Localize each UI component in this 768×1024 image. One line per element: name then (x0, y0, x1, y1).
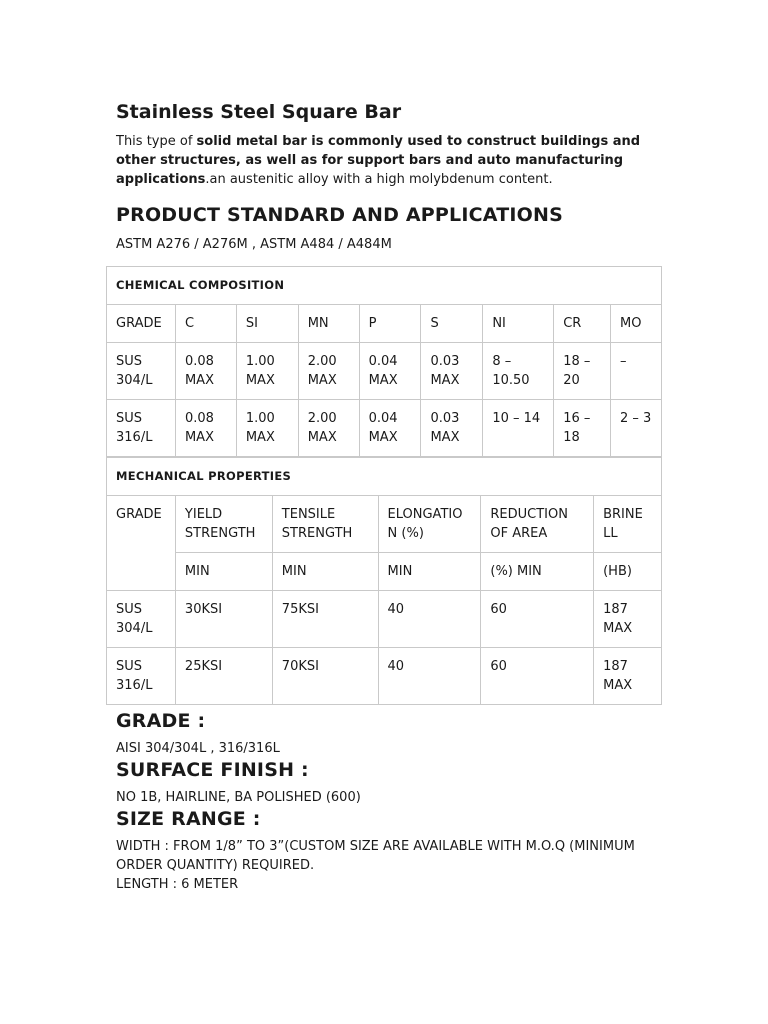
table-cell: 0.03 MAX (421, 343, 483, 400)
table-header-row (107, 305, 662, 343)
table-header-row (107, 496, 662, 553)
grade-text: AISI 304/304L , 316/316L (116, 741, 280, 756)
table-cell: 30KSI (175, 591, 272, 648)
table-cell: 18 – 20 (554, 343, 611, 400)
table-cell: SUS 304/L (107, 591, 176, 648)
table-cell: 0.04 MAX (359, 343, 421, 400)
table-cell: 0.08 MAX (175, 343, 236, 400)
mechanical-properties-table (106, 457, 662, 705)
table-cell: 40 (378, 648, 481, 705)
table-cell: 0.04 MAX (359, 400, 421, 457)
column-header: TENSILE STRENGTH (272, 496, 378, 553)
column-subheader: MIN (175, 553, 272, 591)
table-cell: 16 – 18 (554, 400, 611, 457)
table-cell: 60 (481, 648, 594, 705)
table-cell: 0.03 MAX (421, 400, 483, 457)
table-cell: SUS 304/L (107, 343, 176, 400)
standard-heading: PRODUCT STANDARD AND APPLICATIONS (116, 204, 563, 226)
grade-heading: GRADE : (116, 710, 206, 732)
table-cell: 60 (481, 591, 594, 648)
top-content (116, 100, 662, 254)
mechanical-properties-heading: MECHANICAL PROPERTIES (107, 458, 662, 496)
table-row (107, 400, 662, 457)
column-header: MO (611, 305, 662, 343)
column-subheader: MIN (378, 553, 481, 591)
surface-finish-heading: SURFACE FINISH : (116, 759, 309, 781)
intro-paragraph (116, 132, 646, 189)
column-header: BRINE LL (594, 496, 662, 553)
table-row (107, 343, 662, 400)
column-header: P (359, 305, 421, 343)
table-cell: 1.00 MAX (236, 343, 298, 400)
intro-text-1: This type of (116, 134, 197, 149)
table-subheader-row (107, 553, 662, 591)
size-length-text: LENGTH : 6 METER (116, 877, 239, 892)
column-header: GRADE (107, 305, 176, 343)
column-subheader: (%) MIN (481, 553, 594, 591)
table-row (107, 591, 662, 648)
page-title: Stainless Steel Square Bar (116, 101, 402, 123)
column-header: MN (298, 305, 359, 343)
lower-content (116, 709, 656, 894)
table-cell: 2.00 MAX (298, 343, 359, 400)
table-cell: 75KSI (272, 591, 378, 648)
table-cell: SUS 316/L (107, 400, 176, 457)
column-subheader: MIN (272, 553, 378, 591)
column-subheader: (HB) (594, 553, 662, 591)
chemical-composition-table (106, 266, 662, 457)
table-cell: 0.08 MAX (175, 400, 236, 457)
column-header: NI (483, 305, 554, 343)
intro-bold-text: solid metal bar is commonly used to construct buildings and other structures, as well as for support bars and auto manufacturing applications (116, 134, 641, 187)
table-cell: 187 MAX (594, 648, 662, 705)
size-width-text: WIDTH : FROM 1/8” TO 3”(CUSTOM SIZE ARE AVAILABLE WITH M.O.Q (MINIMUM ORDER QUANTITY) REQUIRED. (116, 839, 635, 873)
table-cell: 1.00 MAX (236, 400, 298, 457)
table-cell: 25KSI (175, 648, 272, 705)
size-range-heading: SIZE RANGE : (116, 808, 261, 830)
column-header: YIELD STRENGTH (175, 496, 272, 553)
standard-text: ASTM A276 / A276M , ASTM A484 / A484M (116, 237, 392, 252)
table-cell: – (611, 343, 662, 400)
intro-text-2: .an austenitic alloy with a high molybdenum content. (205, 172, 553, 187)
table-cell: 187 MAX (594, 591, 662, 648)
table-cell: 70KSI (272, 648, 378, 705)
table-cell: 8 – 10.50 (483, 343, 554, 400)
column-header: C (175, 305, 236, 343)
column-header: CR (554, 305, 611, 343)
table-cell: 40 (378, 591, 481, 648)
chemical-composition-heading: CHEMICAL COMPOSITION (107, 267, 662, 305)
column-header: REDUCTION OF AREA (481, 496, 594, 553)
table-row (107, 648, 662, 705)
column-header: ELONGATIO N (%) (378, 496, 481, 553)
column-header: S (421, 305, 483, 343)
grade-column-header: GRADE (107, 496, 176, 591)
table-cell: 10 – 14 (483, 400, 554, 457)
column-header: SI (236, 305, 298, 343)
table-cell: SUS 316/L (107, 648, 176, 705)
table-cell: 2.00 MAX (298, 400, 359, 457)
table-cell: 2 – 3 (611, 400, 662, 457)
surface-finish-text: NO 1B, HAIRLINE, BA POLISHED (600) (116, 790, 361, 805)
